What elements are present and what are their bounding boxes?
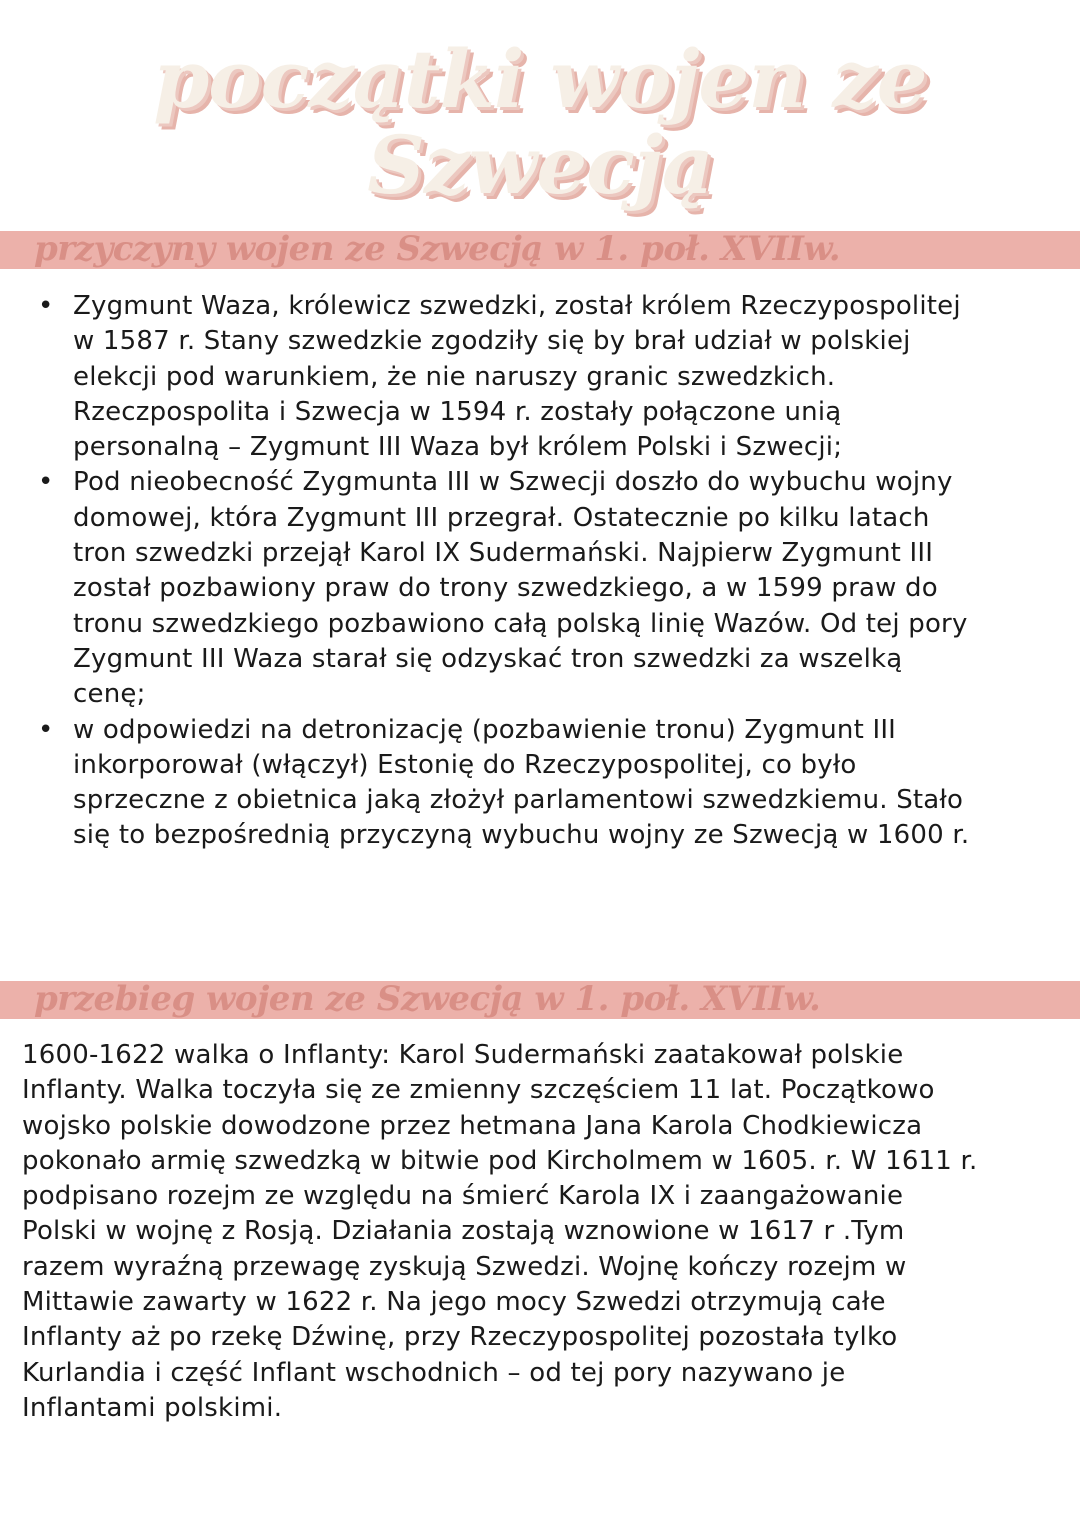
causes-bullet-list bbox=[38, 289, 978, 854]
page-title-line-2: Szwecją bbox=[367, 118, 713, 212]
course-paragraph: 1600-1622 walka o Inflanty: Karol Sudermański zaatakował polskie Inflanty. Walka toczyła się ze zmienny szczęściem 11 lat. Początkowo wojsko polskie dowodzone przez hetmana Jana Karola Chodkiewicza pokonało armię szwedzką w bitwie pod Kircholmem w 1605. r. W 1611 r. podpisano rozejm ze względu na śmierć Karola IX i zaangażowanie Polski w wojnę z Rosją. Działania zostają wznowione w 1617 r .Tym razem wyraźną przewagę zyskują Szwedzi. Wojnę kończy rozejm w Mittawie zawarty w 1622 r. Na jego mocy Szwedzi otrzymują całe Inflanty aż po rzekę Dźwinę, przy Rzeczypospolitej pozostała tylko Kurlandia i część Inflant wschodnich – od tej pory nazywano je Inflantami polskimi. bbox=[22, 1040, 978, 1423]
section-2-heading: przebieg wojen ze Szwecją w 1. poł. XVIIw. bbox=[34, 979, 821, 1019]
bullet-item bbox=[38, 713, 978, 854]
bullet-item bbox=[38, 289, 978, 465]
bullet-dot-icon: • bbox=[38, 714, 54, 745]
bullet-text: Pod nieobecność Zygmunta III w Szwecji doszło do wybuchu wojny domowej, która Zygmunt III przegrał. Ostatecznie po kilku latach tron szwedzki przejął Karol IX Sudermański. Najpierw Zygmunt III został pozbawiony praw do trony szwedzkiego, a w 1599 praw do tronu szwedzkiego pozbawiono całą polską linię Wazów. Od tej pory Zygmunt III Waza starał się odzyskać tron szwedzki za wszelką cenę; bbox=[73, 467, 968, 710]
bullet-item bbox=[38, 465, 978, 712]
bullet-dot-icon: • bbox=[38, 291, 54, 321]
bullet-dot-icon: • bbox=[38, 467, 54, 498]
section-1-heading: przyczyny wojen ze Szwecją w 1. poł. XVIIw. bbox=[34, 229, 841, 269]
bullet-text: Zygmunt Waza, królewicz szwedzki, został królem Rzeczypospolitej w 1587 r. Stany szwedzkie zgodziły się by brał udział w polskiej elekcji pod warunkiem, że nie naruszy granic szwedzkich. Rzeczpospolita i Szwecja w 1594 r. zostały połączone unią personalną – Zygmunt III Waza był królem Polski i Szwecji; bbox=[73, 291, 961, 463]
bullet-text: w odpowiedzi na detronizację (pozbawienie tronu) Zygmunt III inkorporował (włączył) Estonię do Rzeczypospolitej, co było sprzeczne z obietnica jaką złożył parlamentowi szwedzkiemu. Stało się to bezpośrednią przyczyną wybuchu wojny ze Szwecją w 1600 r. bbox=[73, 714, 970, 851]
page-title-line-1: początki wojen ze bbox=[153, 32, 927, 126]
